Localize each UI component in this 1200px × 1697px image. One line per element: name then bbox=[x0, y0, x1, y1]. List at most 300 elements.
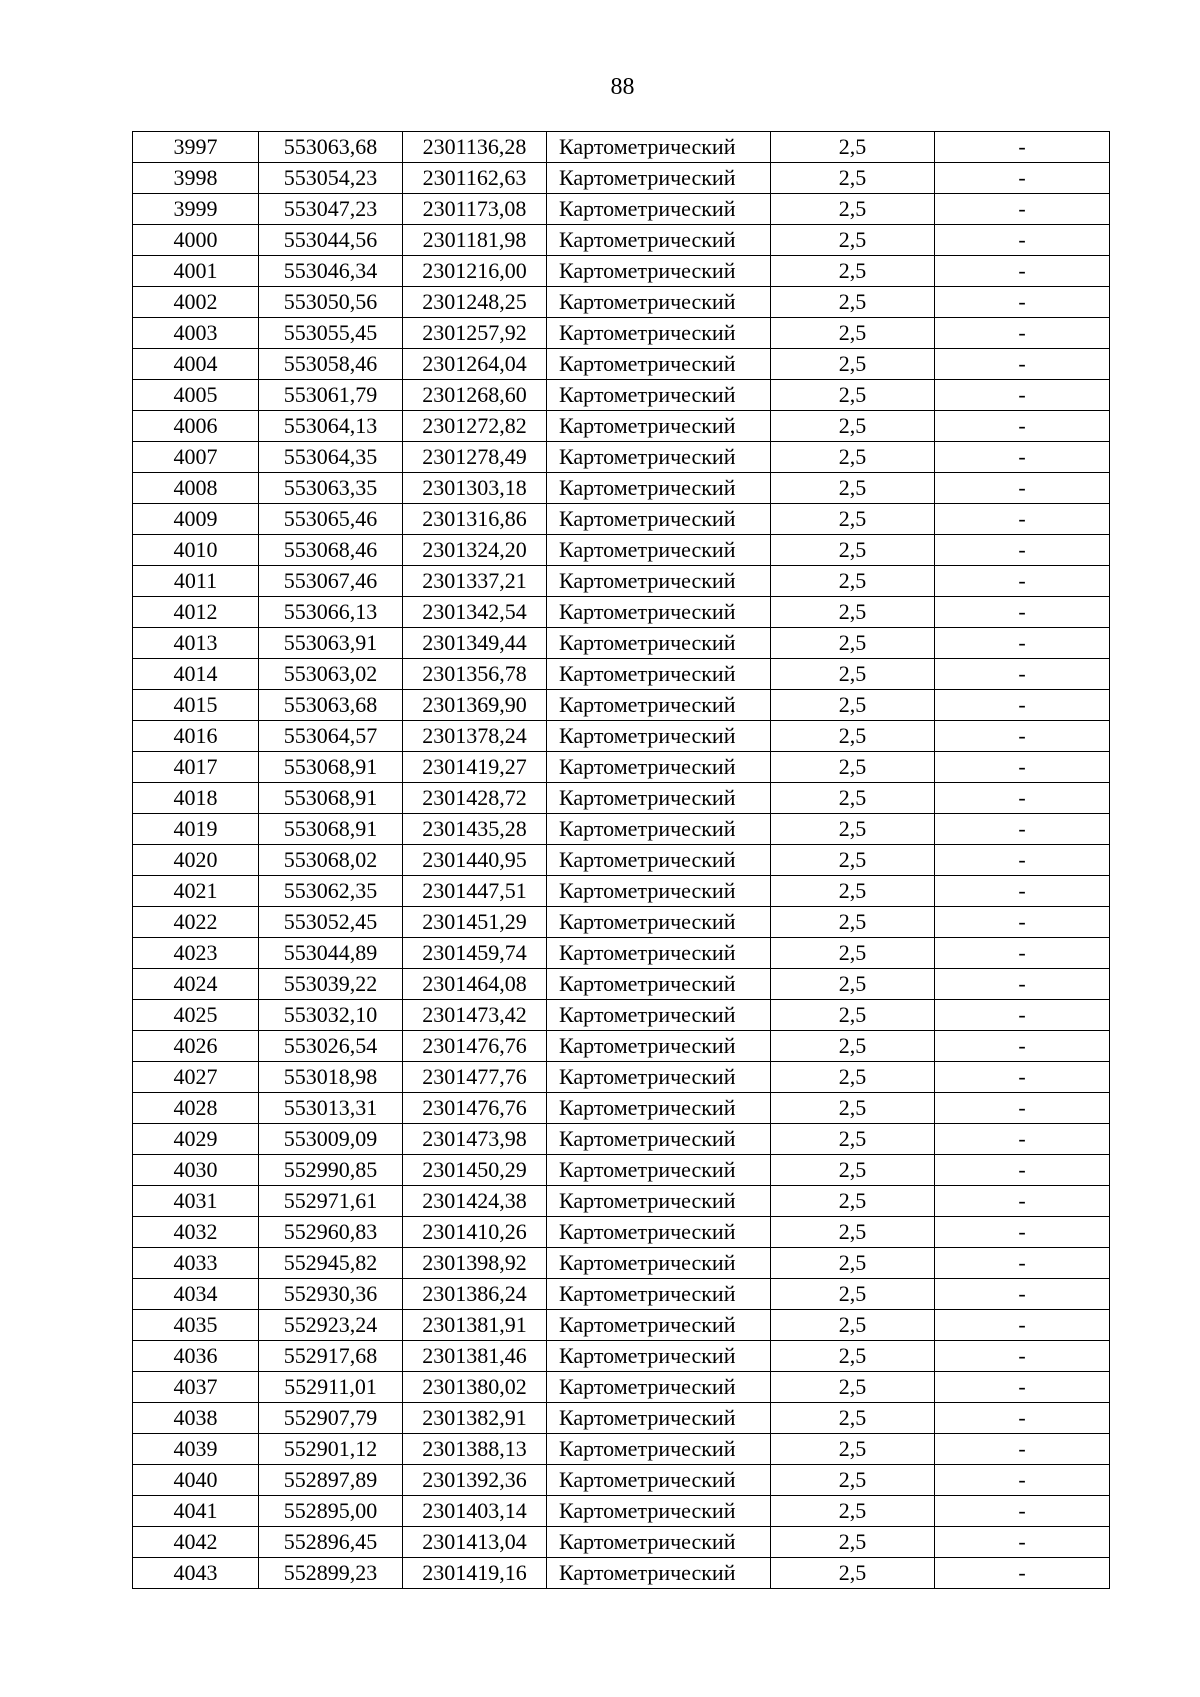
note-cell: - bbox=[935, 907, 1110, 938]
x-coordinate-cell: 553032,10 bbox=[259, 1000, 403, 1031]
x-coordinate-cell: 552897,89 bbox=[259, 1465, 403, 1496]
note-cell: - bbox=[935, 1434, 1110, 1465]
accuracy-cell: 2,5 bbox=[771, 1279, 935, 1310]
x-coordinate-cell: 553047,23 bbox=[259, 194, 403, 225]
point-number-cell: 4038 bbox=[133, 1403, 259, 1434]
x-coordinate-cell: 553061,79 bbox=[259, 380, 403, 411]
accuracy-cell: 2,5 bbox=[771, 814, 935, 845]
method-cell: Картометрический bbox=[547, 690, 771, 721]
accuracy-cell: 2,5 bbox=[771, 721, 935, 752]
method-cell: Картометрический bbox=[547, 225, 771, 256]
y-coordinate-cell: 2301440,95 bbox=[403, 845, 547, 876]
accuracy-cell: 2,5 bbox=[771, 349, 935, 380]
accuracy-cell: 2,5 bbox=[771, 628, 935, 659]
point-number-cell: 4030 bbox=[133, 1155, 259, 1186]
method-cell: Картометрический bbox=[547, 1403, 771, 1434]
x-coordinate-cell: 553064,13 bbox=[259, 411, 403, 442]
note-cell: - bbox=[935, 535, 1110, 566]
accuracy-cell: 2,5 bbox=[771, 1155, 935, 1186]
x-coordinate-cell: 553068,91 bbox=[259, 814, 403, 845]
point-number-cell: 4005 bbox=[133, 380, 259, 411]
x-coordinate-cell: 552899,23 bbox=[259, 1558, 403, 1589]
y-coordinate-cell: 2301264,04 bbox=[403, 349, 547, 380]
method-cell: Картометрический bbox=[547, 876, 771, 907]
table-row bbox=[133, 1031, 1110, 1062]
point-number-cell: 4043 bbox=[133, 1558, 259, 1589]
y-coordinate-cell: 2301272,82 bbox=[403, 411, 547, 442]
note-cell: - bbox=[935, 163, 1110, 194]
y-coordinate-cell: 2301392,36 bbox=[403, 1465, 547, 1496]
method-cell: Картометрический bbox=[547, 504, 771, 535]
note-cell: - bbox=[935, 938, 1110, 969]
x-coordinate-cell: 553058,46 bbox=[259, 349, 403, 380]
accuracy-cell: 2,5 bbox=[771, 783, 935, 814]
accuracy-cell: 2,5 bbox=[771, 132, 935, 163]
table-row bbox=[133, 1093, 1110, 1124]
table-row bbox=[133, 225, 1110, 256]
method-cell: Картометрический bbox=[547, 1124, 771, 1155]
point-number-cell: 4031 bbox=[133, 1186, 259, 1217]
method-cell: Картометрический bbox=[547, 1434, 771, 1465]
point-number-cell: 4011 bbox=[133, 566, 259, 597]
table-row bbox=[133, 690, 1110, 721]
x-coordinate-cell: 553067,46 bbox=[259, 566, 403, 597]
accuracy-cell: 2,5 bbox=[771, 1217, 935, 1248]
x-coordinate-cell: 553044,56 bbox=[259, 225, 403, 256]
table-row bbox=[133, 1496, 1110, 1527]
method-cell: Картометрический bbox=[547, 163, 771, 194]
method-cell: Картометрический bbox=[547, 659, 771, 690]
x-coordinate-cell: 553055,45 bbox=[259, 318, 403, 349]
note-cell: - bbox=[935, 721, 1110, 752]
point-number-cell: 4024 bbox=[133, 969, 259, 1000]
accuracy-cell: 2,5 bbox=[771, 256, 935, 287]
table-row bbox=[133, 1527, 1110, 1558]
point-number-cell: 4003 bbox=[133, 318, 259, 349]
y-coordinate-cell: 2301398,92 bbox=[403, 1248, 547, 1279]
accuracy-cell: 2,5 bbox=[771, 659, 935, 690]
y-coordinate-cell: 2301380,02 bbox=[403, 1372, 547, 1403]
y-coordinate-cell: 2301173,08 bbox=[403, 194, 547, 225]
method-cell: Картометрический bbox=[547, 318, 771, 349]
method-cell: Картометрический bbox=[547, 473, 771, 504]
note-cell: - bbox=[935, 752, 1110, 783]
table-row bbox=[133, 504, 1110, 535]
method-cell: Картометрический bbox=[547, 1310, 771, 1341]
note-cell: - bbox=[935, 1000, 1110, 1031]
note-cell: - bbox=[935, 194, 1110, 225]
point-number-cell: 4017 bbox=[133, 752, 259, 783]
note-cell: - bbox=[935, 845, 1110, 876]
y-coordinate-cell: 2301459,74 bbox=[403, 938, 547, 969]
accuracy-cell: 2,5 bbox=[771, 1031, 935, 1062]
note-cell: - bbox=[935, 473, 1110, 504]
point-number-cell: 4015 bbox=[133, 690, 259, 721]
point-number-cell: 4042 bbox=[133, 1527, 259, 1558]
note-cell: - bbox=[935, 566, 1110, 597]
accuracy-cell: 2,5 bbox=[771, 225, 935, 256]
point-number-cell: 4025 bbox=[133, 1000, 259, 1031]
table-row bbox=[133, 1062, 1110, 1093]
table-row bbox=[133, 1186, 1110, 1217]
y-coordinate-cell: 2301337,21 bbox=[403, 566, 547, 597]
accuracy-cell: 2,5 bbox=[771, 876, 935, 907]
x-coordinate-cell: 552917,68 bbox=[259, 1341, 403, 1372]
x-coordinate-cell: 553068,91 bbox=[259, 783, 403, 814]
x-coordinate-cell: 553026,54 bbox=[259, 1031, 403, 1062]
note-cell: - bbox=[935, 1341, 1110, 1372]
method-cell: Картометрический bbox=[547, 349, 771, 380]
accuracy-cell: 2,5 bbox=[771, 1403, 935, 1434]
y-coordinate-cell: 2301428,72 bbox=[403, 783, 547, 814]
accuracy-cell: 2,5 bbox=[771, 411, 935, 442]
method-cell: Картометрический bbox=[547, 845, 771, 876]
method-cell: Картометрический bbox=[547, 1000, 771, 1031]
y-coordinate-cell: 2301419,16 bbox=[403, 1558, 547, 1589]
y-coordinate-cell: 2301181,98 bbox=[403, 225, 547, 256]
note-cell: - bbox=[935, 318, 1110, 349]
note-cell: - bbox=[935, 1465, 1110, 1496]
note-cell: - bbox=[935, 1217, 1110, 1248]
point-number-cell: 4000 bbox=[133, 225, 259, 256]
table-row bbox=[133, 721, 1110, 752]
note-cell: - bbox=[935, 597, 1110, 628]
x-coordinate-cell: 553068,46 bbox=[259, 535, 403, 566]
x-coordinate-cell: 553068,02 bbox=[259, 845, 403, 876]
accuracy-cell: 2,5 bbox=[771, 194, 935, 225]
method-cell: Картометрический bbox=[547, 969, 771, 1000]
x-coordinate-cell: 552895,00 bbox=[259, 1496, 403, 1527]
accuracy-cell: 2,5 bbox=[771, 1000, 935, 1031]
x-coordinate-cell: 552911,01 bbox=[259, 1372, 403, 1403]
accuracy-cell: 2,5 bbox=[771, 1186, 935, 1217]
table-row bbox=[133, 535, 1110, 566]
method-cell: Картометрический bbox=[547, 907, 771, 938]
accuracy-cell: 2,5 bbox=[771, 907, 935, 938]
coordinates-table bbox=[132, 131, 1110, 1589]
table-row bbox=[133, 411, 1110, 442]
note-cell: - bbox=[935, 1062, 1110, 1093]
table-row bbox=[133, 1403, 1110, 1434]
x-coordinate-cell: 552923,24 bbox=[259, 1310, 403, 1341]
table-row bbox=[133, 628, 1110, 659]
point-number-cell: 4009 bbox=[133, 504, 259, 535]
table-row bbox=[133, 473, 1110, 504]
method-cell: Картометрический bbox=[547, 1062, 771, 1093]
y-coordinate-cell: 2301342,54 bbox=[403, 597, 547, 628]
table-row bbox=[133, 845, 1110, 876]
accuracy-cell: 2,5 bbox=[771, 1310, 935, 1341]
note-cell: - bbox=[935, 876, 1110, 907]
table-row bbox=[133, 1341, 1110, 1372]
x-coordinate-cell: 553063,91 bbox=[259, 628, 403, 659]
point-number-cell: 4001 bbox=[133, 256, 259, 287]
method-cell: Картометрический bbox=[547, 442, 771, 473]
table-row bbox=[133, 969, 1110, 1000]
method-cell: Картометрический bbox=[547, 380, 771, 411]
y-coordinate-cell: 2301451,29 bbox=[403, 907, 547, 938]
method-cell: Картометрический bbox=[547, 814, 771, 845]
table-row bbox=[133, 907, 1110, 938]
note-cell: - bbox=[935, 690, 1110, 721]
y-coordinate-cell: 2301450,29 bbox=[403, 1155, 547, 1186]
note-cell: - bbox=[935, 504, 1110, 535]
table-row bbox=[133, 597, 1110, 628]
point-number-cell: 4012 bbox=[133, 597, 259, 628]
note-cell: - bbox=[935, 442, 1110, 473]
y-coordinate-cell: 2301303,18 bbox=[403, 473, 547, 504]
note-cell: - bbox=[935, 1372, 1110, 1403]
table-row bbox=[133, 287, 1110, 318]
table-row bbox=[133, 163, 1110, 194]
table-row bbox=[133, 1155, 1110, 1186]
y-coordinate-cell: 2301136,28 bbox=[403, 132, 547, 163]
accuracy-cell: 2,5 bbox=[771, 1062, 935, 1093]
point-number-cell: 4019 bbox=[133, 814, 259, 845]
x-coordinate-cell: 552896,45 bbox=[259, 1527, 403, 1558]
method-cell: Картометрический bbox=[547, 1248, 771, 1279]
x-coordinate-cell: 553013,31 bbox=[259, 1093, 403, 1124]
method-cell: Картометрический bbox=[547, 1527, 771, 1558]
y-coordinate-cell: 2301381,46 bbox=[403, 1341, 547, 1372]
method-cell: Картометрический bbox=[547, 194, 771, 225]
x-coordinate-cell: 553052,45 bbox=[259, 907, 403, 938]
method-cell: Картометрический bbox=[547, 628, 771, 659]
point-number-cell: 4021 bbox=[133, 876, 259, 907]
point-number-cell: 4023 bbox=[133, 938, 259, 969]
point-number-cell: 3999 bbox=[133, 194, 259, 225]
accuracy-cell: 2,5 bbox=[771, 504, 935, 535]
point-number-cell: 4041 bbox=[133, 1496, 259, 1527]
table-row bbox=[133, 1558, 1110, 1589]
x-coordinate-cell: 553064,35 bbox=[259, 442, 403, 473]
table-row bbox=[133, 1124, 1110, 1155]
point-number-cell: 3997 bbox=[133, 132, 259, 163]
table-row bbox=[133, 1434, 1110, 1465]
y-coordinate-cell: 2301324,20 bbox=[403, 535, 547, 566]
y-coordinate-cell: 2301162,63 bbox=[403, 163, 547, 194]
x-coordinate-cell: 553063,02 bbox=[259, 659, 403, 690]
method-cell: Картометрический bbox=[547, 1341, 771, 1372]
table-row bbox=[133, 1248, 1110, 1279]
accuracy-cell: 2,5 bbox=[771, 1248, 935, 1279]
method-cell: Картометрический bbox=[547, 783, 771, 814]
method-cell: Картометрический bbox=[547, 597, 771, 628]
y-coordinate-cell: 2301388,13 bbox=[403, 1434, 547, 1465]
y-coordinate-cell: 2301477,76 bbox=[403, 1062, 547, 1093]
accuracy-cell: 2,5 bbox=[771, 690, 935, 721]
y-coordinate-cell: 2301447,51 bbox=[403, 876, 547, 907]
accuracy-cell: 2,5 bbox=[771, 566, 935, 597]
y-coordinate-cell: 2301476,76 bbox=[403, 1031, 547, 1062]
point-number-cell: 4022 bbox=[133, 907, 259, 938]
method-cell: Картометрический bbox=[547, 256, 771, 287]
point-number-cell: 4035 bbox=[133, 1310, 259, 1341]
page-number: 88 bbox=[610, 74, 635, 100]
y-coordinate-cell: 2301403,14 bbox=[403, 1496, 547, 1527]
method-cell: Картометрический bbox=[547, 535, 771, 566]
x-coordinate-cell: 553009,09 bbox=[259, 1124, 403, 1155]
note-cell: - bbox=[935, 287, 1110, 318]
accuracy-cell: 2,5 bbox=[771, 752, 935, 783]
table-row bbox=[133, 938, 1110, 969]
y-coordinate-cell: 2301381,91 bbox=[403, 1310, 547, 1341]
coordinates-table-body bbox=[133, 132, 1110, 1589]
method-cell: Картометрический bbox=[547, 1279, 771, 1310]
note-cell: - bbox=[935, 1279, 1110, 1310]
point-number-cell: 4034 bbox=[133, 1279, 259, 1310]
table-row bbox=[133, 783, 1110, 814]
x-coordinate-cell: 553054,23 bbox=[259, 163, 403, 194]
x-coordinate-cell: 553039,22 bbox=[259, 969, 403, 1000]
accuracy-cell: 2,5 bbox=[771, 938, 935, 969]
x-coordinate-cell: 553063,35 bbox=[259, 473, 403, 504]
note-cell: - bbox=[935, 969, 1110, 1000]
accuracy-cell: 2,5 bbox=[771, 1124, 935, 1155]
y-coordinate-cell: 2301257,92 bbox=[403, 318, 547, 349]
point-number-cell: 4016 bbox=[133, 721, 259, 752]
point-number-cell: 4036 bbox=[133, 1341, 259, 1372]
table-row bbox=[133, 1465, 1110, 1496]
table-row bbox=[133, 380, 1110, 411]
note-cell: - bbox=[935, 659, 1110, 690]
accuracy-cell: 2,5 bbox=[771, 1372, 935, 1403]
table-row bbox=[133, 318, 1110, 349]
y-coordinate-cell: 2301435,28 bbox=[403, 814, 547, 845]
point-number-cell: 4028 bbox=[133, 1093, 259, 1124]
note-cell: - bbox=[935, 628, 1110, 659]
method-cell: Картометрический bbox=[547, 1217, 771, 1248]
point-number-cell: 4010 bbox=[133, 535, 259, 566]
point-number-cell: 4020 bbox=[133, 845, 259, 876]
accuracy-cell: 2,5 bbox=[771, 1558, 935, 1589]
accuracy-cell: 2,5 bbox=[771, 380, 935, 411]
x-coordinate-cell: 553046,34 bbox=[259, 256, 403, 287]
point-number-cell: 4018 bbox=[133, 783, 259, 814]
accuracy-cell: 2,5 bbox=[771, 1496, 935, 1527]
point-number-cell: 4008 bbox=[133, 473, 259, 504]
accuracy-cell: 2,5 bbox=[771, 535, 935, 566]
point-number-cell: 4004 bbox=[133, 349, 259, 380]
point-number-cell: 4014 bbox=[133, 659, 259, 690]
note-cell: - bbox=[935, 132, 1110, 163]
note-cell: - bbox=[935, 256, 1110, 287]
method-cell: Картометрический bbox=[547, 1155, 771, 1186]
method-cell: Картометрический bbox=[547, 938, 771, 969]
x-coordinate-cell: 552990,85 bbox=[259, 1155, 403, 1186]
x-coordinate-cell: 553050,56 bbox=[259, 287, 403, 318]
table-row bbox=[133, 752, 1110, 783]
y-coordinate-cell: 2301424,38 bbox=[403, 1186, 547, 1217]
table-row bbox=[133, 349, 1110, 380]
note-cell: - bbox=[935, 225, 1110, 256]
table-row bbox=[133, 876, 1110, 907]
table-row bbox=[133, 1217, 1110, 1248]
x-coordinate-cell: 553064,57 bbox=[259, 721, 403, 752]
y-coordinate-cell: 2301382,91 bbox=[403, 1403, 547, 1434]
note-cell: - bbox=[935, 1403, 1110, 1434]
note-cell: - bbox=[935, 1186, 1110, 1217]
x-coordinate-cell: 552907,79 bbox=[259, 1403, 403, 1434]
table-row bbox=[133, 659, 1110, 690]
accuracy-cell: 2,5 bbox=[771, 318, 935, 349]
accuracy-cell: 2,5 bbox=[771, 287, 935, 318]
accuracy-cell: 2,5 bbox=[771, 442, 935, 473]
point-number-cell: 4006 bbox=[133, 411, 259, 442]
table-row bbox=[133, 1279, 1110, 1310]
accuracy-cell: 2,5 bbox=[771, 845, 935, 876]
accuracy-cell: 2,5 bbox=[771, 1341, 935, 1372]
y-coordinate-cell: 2301349,44 bbox=[403, 628, 547, 659]
table-row bbox=[133, 1000, 1110, 1031]
point-number-cell: 4037 bbox=[133, 1372, 259, 1403]
x-coordinate-cell: 553062,35 bbox=[259, 876, 403, 907]
x-coordinate-cell: 553018,98 bbox=[259, 1062, 403, 1093]
y-coordinate-cell: 2301369,90 bbox=[403, 690, 547, 721]
point-number-cell: 4040 bbox=[133, 1465, 259, 1496]
table-row bbox=[133, 1310, 1110, 1341]
note-cell: - bbox=[935, 1155, 1110, 1186]
note-cell: - bbox=[935, 411, 1110, 442]
point-number-cell: 3998 bbox=[133, 163, 259, 194]
table-row bbox=[133, 814, 1110, 845]
note-cell: - bbox=[935, 380, 1110, 411]
method-cell: Картометрический bbox=[547, 287, 771, 318]
x-coordinate-cell: 552960,83 bbox=[259, 1217, 403, 1248]
y-coordinate-cell: 2301356,78 bbox=[403, 659, 547, 690]
y-coordinate-cell: 2301476,76 bbox=[403, 1093, 547, 1124]
point-number-cell: 4039 bbox=[133, 1434, 259, 1465]
x-coordinate-cell: 553068,91 bbox=[259, 752, 403, 783]
x-coordinate-cell: 553044,89 bbox=[259, 938, 403, 969]
table-row bbox=[133, 1372, 1110, 1403]
y-coordinate-cell: 2301278,49 bbox=[403, 442, 547, 473]
note-cell: - bbox=[935, 1093, 1110, 1124]
table-row bbox=[133, 442, 1110, 473]
method-cell: Картометрический bbox=[547, 1496, 771, 1527]
method-cell: Картометрический bbox=[547, 1558, 771, 1589]
note-cell: - bbox=[935, 1558, 1110, 1589]
method-cell: Картометрический bbox=[547, 566, 771, 597]
accuracy-cell: 2,5 bbox=[771, 1465, 935, 1496]
method-cell: Картометрический bbox=[547, 1093, 771, 1124]
table-row bbox=[133, 256, 1110, 287]
method-cell: Картометрический bbox=[547, 721, 771, 752]
accuracy-cell: 2,5 bbox=[771, 597, 935, 628]
x-coordinate-cell: 553066,13 bbox=[259, 597, 403, 628]
method-cell: Картометрический bbox=[547, 1372, 771, 1403]
accuracy-cell: 2,5 bbox=[771, 969, 935, 1000]
point-number-cell: 4026 bbox=[133, 1031, 259, 1062]
point-number-cell: 4007 bbox=[133, 442, 259, 473]
point-number-cell: 4029 bbox=[133, 1124, 259, 1155]
point-number-cell: 4013 bbox=[133, 628, 259, 659]
x-coordinate-cell: 552901,12 bbox=[259, 1434, 403, 1465]
note-cell: - bbox=[935, 783, 1110, 814]
y-coordinate-cell: 2301378,24 bbox=[403, 721, 547, 752]
x-coordinate-cell: 552945,82 bbox=[259, 1248, 403, 1279]
x-coordinate-cell: 553063,68 bbox=[259, 132, 403, 163]
table-row bbox=[133, 566, 1110, 597]
y-coordinate-cell: 2301268,60 bbox=[403, 380, 547, 411]
x-coordinate-cell: 553065,46 bbox=[259, 504, 403, 535]
y-coordinate-cell: 2301473,42 bbox=[403, 1000, 547, 1031]
note-cell: - bbox=[935, 1124, 1110, 1155]
point-number-cell: 4033 bbox=[133, 1248, 259, 1279]
x-coordinate-cell: 552971,61 bbox=[259, 1186, 403, 1217]
accuracy-cell: 2,5 bbox=[771, 1527, 935, 1558]
method-cell: Картометрический bbox=[547, 411, 771, 442]
